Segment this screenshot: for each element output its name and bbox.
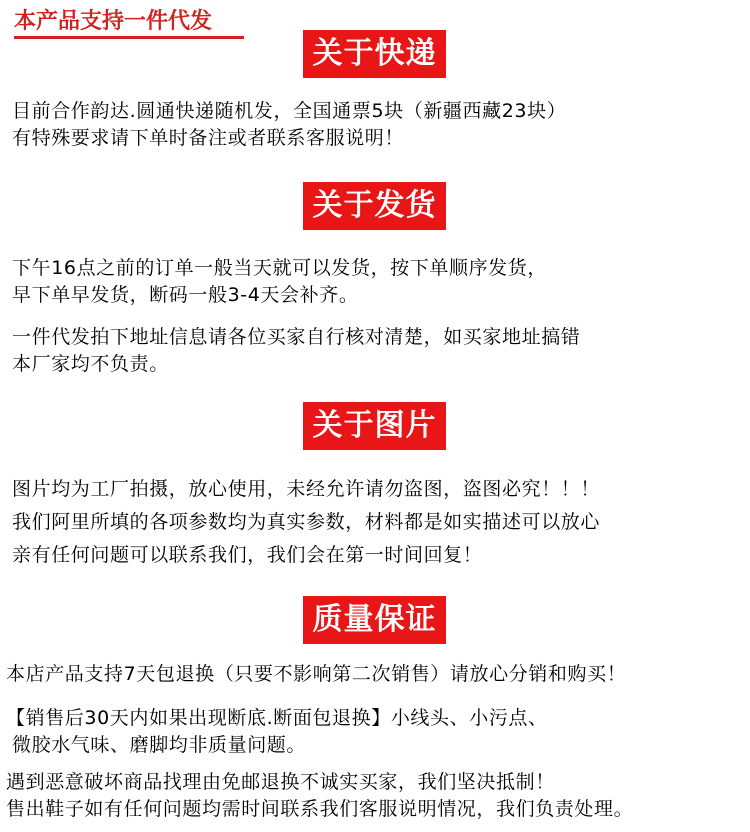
images-line-2: 我们阿里所填的各项参数均为真实参数，材料都是如实描述可以放心 [12, 511, 601, 533]
images-line-3: 亲有任何问题可以联系我们，我们会在第一时间回复！ [12, 544, 483, 566]
quality-line-4: 遇到恶意破坏商品找理由免邮退换不诚实买家，我们坚决抵制！ [6, 771, 555, 793]
section-title-images: 关于图片 [303, 402, 446, 450]
top-notice: 本产品支持一件代发 [14, 9, 213, 34]
section-title-dispatch: 关于发货 [303, 182, 446, 230]
dispatch-line-4: 本厂家均不负责。 [12, 353, 169, 375]
dispatch-line-3: 一件代发拍下地址信息请各位买家自行核对清楚，如买家地址搞错 [12, 326, 581, 348]
shipping-line-2: 有特殊要求请下单时备注或者联系客服说明！ [12, 127, 405, 149]
quality-line-3: 微胶水气味、磨脚均非质量问题。 [12, 734, 307, 756]
images-line-1: 图片均为工厂拍摄，放心使用，未经允许请勿盗图，盗图必究！！！ [12, 478, 601, 500]
top-notice-underline [14, 36, 244, 39]
quality-line-5: 售出鞋子如有任何问题均需时间联系我们客服说明情况，我们负责处理。 [6, 798, 634, 820]
dispatch-line-2: 早下单早发货，断码一般3-4天会补齐。 [12, 284, 359, 306]
dispatch-line-1: 下午16点之前的订单一般当天就可以发货，按下单顺序发货， [12, 257, 547, 279]
quality-line-2: 【销售后30天内如果出现断底.断面包退换】小线头、小污点、 [6, 707, 548, 729]
section-title-quality: 质量保证 [303, 596, 446, 644]
quality-line-1: 本店产品支持7天包退换（只要不影响第二次销售）请放心分销和购买！ [6, 663, 627, 685]
section-title-shipping: 关于快递 [303, 30, 446, 78]
shipping-line-1: 目前合作韵达.圆通快递随机发，全国通票5块（新疆西藏23块） [12, 100, 567, 122]
